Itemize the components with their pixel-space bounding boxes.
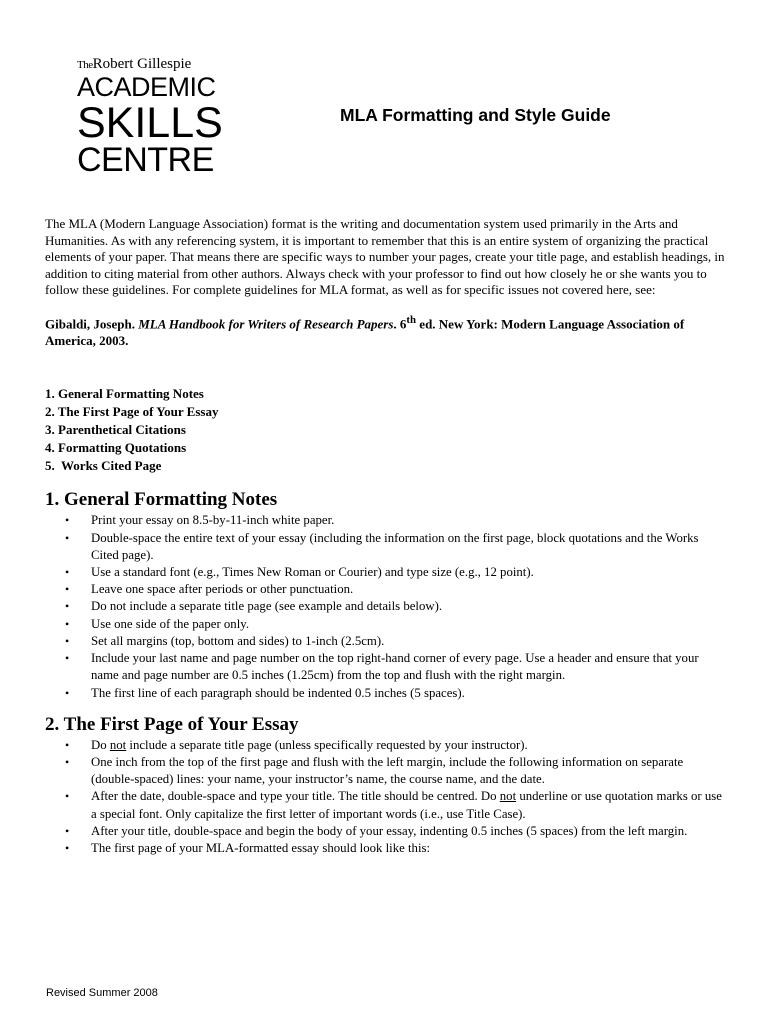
list-item: • Do not include a separate title page (unless specifically requested by your instructor). xyxy=(45,737,725,754)
list-item: • The first page of your MLA-formatted essay should look like this: xyxy=(45,840,725,857)
list-item: • After the date, double-space and type your title. The title should be centred. Do not underline or use quotation marks or use a special font. Only capitalize the first letter of important words (i.e., use Title Case). xyxy=(45,788,725,822)
academic-skills-centre-logo xyxy=(77,56,237,177)
list-item: • Print your essay on 8.5-by-11-inch white paper. xyxy=(45,512,725,529)
document-body xyxy=(45,216,725,857)
list-item: • Do not include a separate title page (see example and details below). xyxy=(45,598,725,615)
reference-citation: Gibaldi, Joseph. MLA Handbook for Writers of Research Papers. 6th ed. New York: Modern Language Association of America, 2003. xyxy=(45,313,685,348)
list-item: • Use a standard font (e.g., Times New Roman or Courier) and type size (e.g., 12 point). xyxy=(45,564,725,581)
general-formatting-list xyxy=(45,512,725,701)
table-of-contents xyxy=(45,385,725,474)
list-item: • Double-space the entire text of your essay (including the information on the first page, block quotations and the Works Cited page). xyxy=(45,530,725,564)
toc-item: 5. Works Cited Page xyxy=(45,457,162,473)
list-item: • Use one side of the paper only. xyxy=(45,616,725,633)
toc-item: 4. Formatting Quotations xyxy=(45,439,187,455)
toc-item: 1. General Formatting Notes xyxy=(45,386,204,402)
section-heading-general-formatting: 1. General Formatting Notes xyxy=(45,489,278,511)
toc-item: 3. Parenthetical Citations xyxy=(45,422,186,438)
list-item: • Leave one space after periods or other punctuation. xyxy=(45,581,725,598)
toc-item: 2. The First Page of Your Essay xyxy=(45,404,219,420)
book-title: MLA Handbook for Writers of Research Papers xyxy=(138,316,394,332)
section-heading-first-page: 2. The First Page of Your Essay xyxy=(45,713,299,735)
intro-paragraph: The MLA (Modern Language Association) format is the writing and documentation system used primarily in the Arts and Humanities. As with any referencing system, it is important to remember that this is an entire system of organizing the practical elements of your paper. That means there are specific ways to number your pages, create your title page, and establish headings, in addition to citing material from other authors. Always check with your professor to find out how closely he or she wants you to follow these guidelines. For complete guidelines for MLA format, as well as for specific issues not covered here, see: xyxy=(45,216,725,298)
logo-academic: ACADEMIC xyxy=(77,72,216,102)
first-page-list xyxy=(45,737,725,857)
logo-skills: SKILLS xyxy=(77,99,223,147)
list-item: • The first line of each paragraph should be indented 0.5 inches (5 spaces). xyxy=(45,685,725,702)
document-title: MLA Formatting and Style Guide xyxy=(340,105,611,125)
logo-centre: CENTRE xyxy=(77,141,214,179)
logo-name-line: TheRobert Gillespie xyxy=(77,56,192,72)
revision-footer: Revised Summer 2008 xyxy=(46,987,158,999)
list-item: • One inch from the top of the first page and flush with the left margin, include the following information on separate (double-spaced) lines: your name, your instructor’s name, the course name, and the date. xyxy=(45,754,725,788)
list-item: • Set all margins (top, bottom and sides) to 1-inch (2.5cm). xyxy=(45,633,725,650)
list-item: • After your title, double-space and begin the body of your essay, indenting 0.5 inches (5 spaces) from the left margin. xyxy=(45,823,725,840)
list-item: • Include your last name and page number on the top right-hand corner of every page. Use a header and ensure that your name and page number are 0.5 inches (1.25cm) from the top and flush with the right margin. xyxy=(45,650,725,684)
